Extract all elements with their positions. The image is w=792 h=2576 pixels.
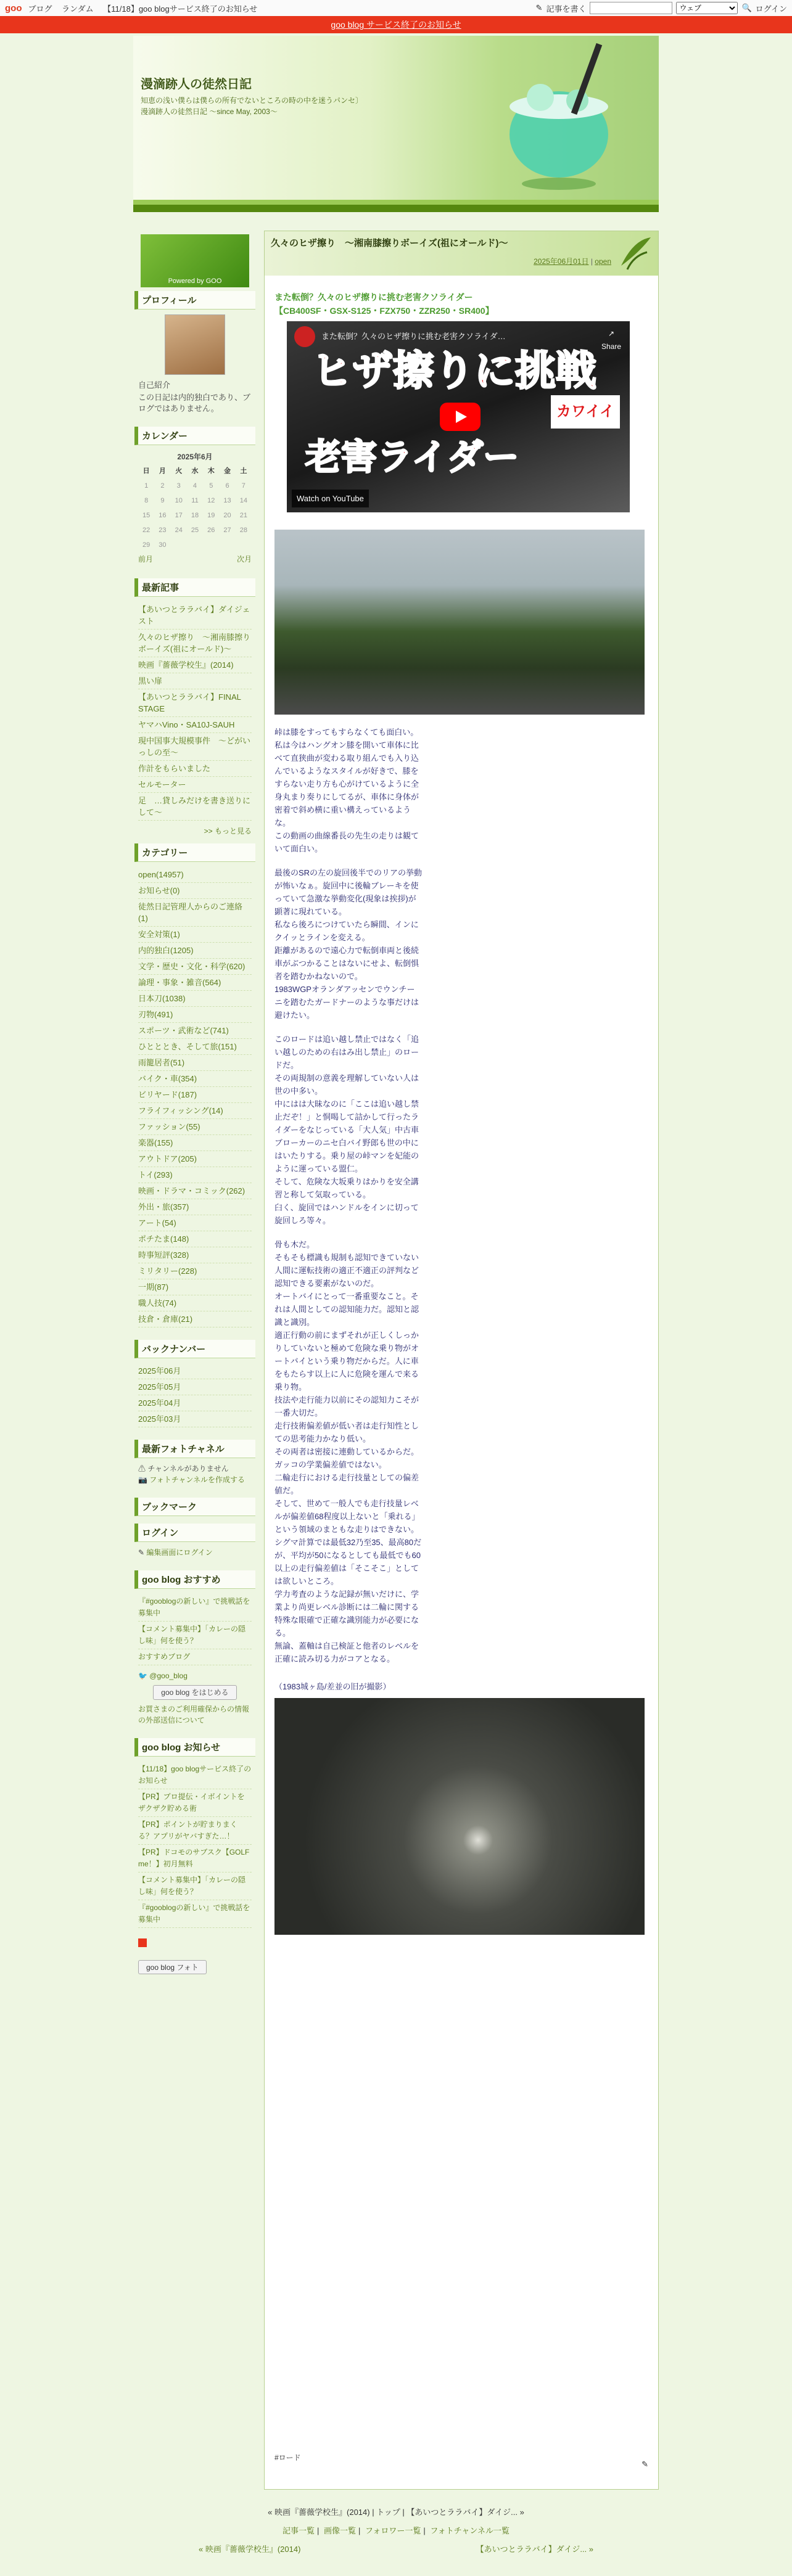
category-link[interactable]: open(14957) xyxy=(138,870,184,879)
calendar-day[interactable]: 23 xyxy=(159,527,167,534)
calendar-prev-link[interactable]: 前月 xyxy=(138,555,154,564)
category-link[interactable]: 刃物(491) xyxy=(138,1010,173,1019)
backnumber-link[interactable]: 2025年03月 xyxy=(138,1414,181,1424)
profile-text: この日記は内的独白であり、ブログではありません。 xyxy=(138,393,251,413)
recommend-link[interactable]: おすすめブログ xyxy=(138,1652,191,1661)
calendar-weekday: 日 xyxy=(142,467,150,475)
recent-article-link[interactable]: ヤマハVino・SA10J-SAUH xyxy=(138,720,235,729)
recommend-title: goo blog おすすめ xyxy=(134,1570,255,1589)
calendar-weekday: 木 xyxy=(207,467,215,475)
share-label: Share xyxy=(601,342,621,351)
calendar-caption: 2025年6月 xyxy=(177,453,213,461)
news-link[interactable]: 【コメント募集中】「カレーの隠し味」何を使う？ xyxy=(138,1876,246,1896)
recent-article-link[interactable]: 作計をもらいました xyxy=(138,764,211,773)
play-icon[interactable] xyxy=(440,403,481,431)
category-link[interactable]: アート(54) xyxy=(138,1218,176,1228)
blog-header xyxy=(133,36,659,212)
header-band-light xyxy=(133,200,659,205)
calendar-day[interactable]: 5 xyxy=(209,482,213,490)
calendar-day[interactable]: 2 xyxy=(160,482,165,490)
category-link[interactable]: 外出・旅(357) xyxy=(138,1202,189,1212)
calendar-day[interactable]: 22 xyxy=(142,527,151,534)
video-title[interactable]: また転倒？久々のヒザ擦りに挑む老害クソライダ… xyxy=(321,332,506,341)
calendar-day[interactable]: 12 xyxy=(207,497,215,504)
share-icon: ↗ xyxy=(608,329,615,338)
entry-date[interactable]: 2025年06月01日 xyxy=(534,257,589,266)
more-articles-link[interactable]: >> もっと見る xyxy=(204,827,252,835)
category-link[interactable]: 一期(87) xyxy=(138,1282,169,1292)
bookmark-title: ブックマーク xyxy=(134,1498,255,1516)
calendar-day[interactable] xyxy=(171,538,187,552)
calendar-weekday: 土 xyxy=(240,467,247,475)
calendar-day[interactable] xyxy=(187,538,203,552)
calendar-day[interactable]: 8 xyxy=(144,497,149,504)
calendar-weekday: 金 xyxy=(224,467,231,475)
nav-link-blog[interactable]: ブログ xyxy=(28,4,52,14)
category-link[interactable]: お知らせ(0) xyxy=(138,886,180,895)
watch-on-youtube-link[interactable]: Watch on YouTube xyxy=(292,490,369,507)
twitter-link[interactable]: @goo_blog xyxy=(149,1672,188,1680)
recommend-link[interactable]: 『#gooblogの新しい』で挑戦話を募集中 xyxy=(138,1597,250,1617)
calendar-day[interactable] xyxy=(219,538,235,552)
news-link[interactable]: 【PR】プロ提伝・イボイントをザクザク貯める術 xyxy=(138,1792,245,1813)
search-scope-select[interactable] xyxy=(676,2,738,14)
recommend-link[interactable]: 【コメント募集中】「カレーの隠し味」何を使う？ xyxy=(138,1625,246,1645)
backnumber-link[interactable]: 2025年04月 xyxy=(138,1398,181,1408)
search-input[interactable] xyxy=(590,2,672,14)
sidebar-logo-text: Powered by GOO xyxy=(168,277,222,285)
no-channel-text: チャンネルがありません xyxy=(147,1464,229,1473)
recent-article-link[interactable]: 現中国事大規模事件 〜どがいっしの至〜 xyxy=(138,736,251,757)
write-article-link[interactable]: 記事を書く xyxy=(546,4,587,14)
entry-title[interactable]: 久々のヒザ擦り 〜湘南膝擦りボーイズ(祖にオールド)〜 xyxy=(271,238,508,248)
category-link[interactable]: 技倉・倉庫(21) xyxy=(138,1315,193,1324)
nav-link-notice[interactable]: 【11/18】goo blogサービス終了のお知らせ xyxy=(103,4,258,14)
category-link[interactable]: ビリヤード(187) xyxy=(138,1090,197,1099)
footer-prev-next[interactable]: « 映画『薔薇学校生』(2014) | トップ | 【あいつとララバイ】ダイジ... » xyxy=(268,2508,524,2517)
calendar-day[interactable]: 7 xyxy=(241,482,245,490)
category-link[interactable]: 日本刀(1038) xyxy=(138,994,186,1003)
calendar-day[interactable]: 11 xyxy=(191,497,199,504)
news-title: goo blog お知らせ xyxy=(134,1738,255,1757)
recent-article-link[interactable]: 久々のヒザ擦り 〜湘南膝擦りボーイズ(祖にオールド)〜 xyxy=(138,633,251,654)
create-channel-link[interactable]: フォトチャンネルを作成する xyxy=(149,1475,245,1484)
calendar-day[interactable]: 4 xyxy=(192,482,197,490)
header-band-dark xyxy=(133,205,659,212)
privacy-note-link[interactable]: お買さまのご利用確保からの情報の外部送信について xyxy=(138,1705,250,1725)
calendar-day[interactable]: 3 xyxy=(176,482,181,490)
category-link[interactable]: 職人技(74) xyxy=(138,1298,177,1308)
news-link[interactable]: 【11/18】goo blogサービス終了のお知らせ xyxy=(138,1765,252,1785)
bookmark-module xyxy=(134,1498,255,1516)
blog-description: 知恵の浅い僕らは僕らの所有でないところの時の中を迷うパンセ〕 漫滴跡人の徒然日記 〜since May, 2003〜 xyxy=(141,96,363,116)
melon-soda-glass-image xyxy=(485,42,633,196)
avatar[interactable] xyxy=(165,314,225,375)
photo-channel-list-link[interactable]: フォトチャンネル一覧 xyxy=(430,2526,509,2535)
calendar-title: カレンダー xyxy=(134,427,255,445)
calendar-day[interactable]: 9 xyxy=(160,497,165,504)
thumbnail-text-sub: 老害ライダー xyxy=(305,436,519,478)
calendar-day[interactable]: 13 xyxy=(223,497,231,504)
profile-module xyxy=(134,291,255,419)
calendar-day[interactable]: 27 xyxy=(223,527,231,534)
news-link[interactable]: 『#gooblogの新しい』で挑戦話を募集中 xyxy=(138,1903,250,1924)
backnumber-link[interactable]: 2025年06月 xyxy=(138,1366,181,1376)
categories-module xyxy=(134,843,255,1332)
entry-meta: 2025年06月01日 | open xyxy=(534,257,611,266)
thumbnail-logo: カワイイ xyxy=(551,395,620,429)
category-link[interactable]: ひとととき、そして旅(151) xyxy=(138,1042,237,1051)
calendar-day[interactable]: 20 xyxy=(223,512,231,519)
goo-logo[interactable]: goo xyxy=(5,2,22,14)
warning-icon: ⚠ xyxy=(138,1464,146,1473)
calendar-day[interactable]: 29 xyxy=(142,541,151,549)
rss-icon[interactable] xyxy=(138,1938,147,1947)
channel-avatar[interactable] xyxy=(294,326,315,347)
goo-blog-photo-button[interactable]: goo blog フォト xyxy=(138,1960,207,1974)
category-link[interactable]: ミリタリー(228) xyxy=(138,1266,197,1276)
calendar-weekday: 火 xyxy=(175,467,183,475)
recent-article-link[interactable]: 【あいつとララバイ】ダイジェスト xyxy=(138,605,250,626)
news-link[interactable]: 【PR】ポイントが貯まりまくる？アプリがヤバすぎた…！ xyxy=(138,1820,237,1840)
recent-articles-title: 最新記事 xyxy=(134,578,255,597)
category-link[interactable]: 内的独白(1205) xyxy=(138,946,194,955)
calendar-day[interactable]: 25 xyxy=(191,527,199,534)
calendar-weekday: 水 xyxy=(191,467,199,475)
backnumber-title: バックナンバー xyxy=(134,1340,255,1358)
calendar-day[interactable] xyxy=(236,538,252,552)
recent-article-link[interactable]: 足 …貸しみだけを書き送りにして〜 xyxy=(138,796,251,817)
photo-channel-module xyxy=(134,1440,255,1490)
category-link[interactable]: フライフィッシング(14) xyxy=(138,1106,223,1115)
sidebar-logo-banner[interactable] xyxy=(141,234,249,287)
top-navigation-bar xyxy=(0,0,792,17)
profile-title: プロフィール xyxy=(134,291,255,310)
prev-article-link[interactable]: « 映画『薔薇学校生』(2014) xyxy=(199,2545,301,2554)
calendar-day[interactable]: 15 xyxy=(142,512,151,519)
calendar-day[interactable]: 16 xyxy=(159,512,167,519)
entry-paragraph-1: 峠は膝をすってもすらなくても面白い。 私は今はハングオン膝を開いて車体に比べて直狭曲が変わる取り組んでも入り込んでいるようなスタイルが好きで、膝をすらない走り方も心がけているように全身丸まり奏りにしてるが、車体に身体が密着で斜め横に重い構えっているような。 この動画の曲線番長の先生の走りは観ていて面白い。 xyxy=(274,728,419,853)
calendar-day[interactable]: 30 xyxy=(159,541,167,549)
sidebar xyxy=(134,231,255,1985)
footer-navigation: « 映画『薔薇学校生』(2014) | トップ | 【あいつとララバイ】ダイジ... » 記事一覧 | 画像一覧 | フォロワー一覧 | フォトチャンネル一覧 « 映画『薔薇学校生』(2014) 【あいつとララバイ】ダイジ... » xyxy=(0,2503,792,2559)
login-title: ログイン xyxy=(134,1524,255,1542)
news-link[interactable]: 【PR】ドコモのサブスク【GOLF me！】初月無料 xyxy=(138,1848,250,1868)
service-end-notice-link[interactable]: goo blog サービス終了のお知らせ xyxy=(0,16,792,33)
calendar-day[interactable]: 26 xyxy=(207,527,215,534)
categories-title: カテゴリー xyxy=(134,843,255,862)
category-link[interactable]: 安全対策(1) xyxy=(138,930,180,939)
calendar-day[interactable]: 1 xyxy=(144,482,149,490)
calendar-table xyxy=(138,464,252,552)
twitter-icon: 🐦 xyxy=(138,1672,147,1680)
search-icon[interactable]: 🔍 xyxy=(741,3,752,12)
calendar-day[interactable]: 21 xyxy=(239,512,247,519)
backnumber-link[interactable]: 2025年05月 xyxy=(138,1382,181,1392)
category-link[interactable]: アウトドア(205) xyxy=(138,1154,197,1163)
category-link[interactable]: スポーツ・武術など(741) xyxy=(138,1026,229,1035)
calendar-day[interactable]: 24 xyxy=(175,527,183,534)
category-link[interactable]: 徒然日記管理人からのご連絡(1) xyxy=(138,902,243,923)
calendar-day[interactable]: 6 xyxy=(225,482,229,490)
thumbnail-text-main: ヒザ擦りに挑戦 xyxy=(311,347,596,395)
news-module xyxy=(134,1738,255,1978)
entry-author[interactable]: open xyxy=(595,257,611,266)
calendar-day[interactable] xyxy=(203,538,219,552)
entry-paragraph-2: 最後のSRの左の旋回後半でのリアの挙動が怖いなぁ。旋回中に後輪ブレーキを使っていて急激な挙動変化(現象は挨拶)が顕著に現れている。 私なら後ろにつけていたら瞬間、インにクイッとラインを変える。 距離があるので遠心力で転倒車両と後続車がぶつかることはないにせよ、転倒惧者を踏むかねないので。 1983WGPオランダアッセンでウンチーニを踏むたガードナーのような事だけは避けたい。 xyxy=(274,868,423,1020)
photo-channel-title: 最新フォトチャネル xyxy=(134,1440,255,1458)
edit-pencil-icon[interactable]: ✎ xyxy=(641,2459,648,2469)
entry-tag[interactable]: #ロード xyxy=(274,2453,301,2462)
pencil-icon: ✎ xyxy=(535,3,543,12)
main-content xyxy=(264,231,659,2490)
recent-article-link[interactable]: セルモーター xyxy=(138,780,186,789)
camera-icon: 📷 xyxy=(138,1475,147,1484)
calendar-next-link[interactable]: 次月 xyxy=(236,555,252,564)
category-link[interactable]: ポチたま(148) xyxy=(138,1234,189,1244)
recent-article-link[interactable]: 黒い扉 xyxy=(138,676,163,686)
nav-link-random[interactable]: ランダム xyxy=(62,4,94,14)
category-link[interactable]: 論理・事象・雑音(564) xyxy=(138,978,221,987)
night-race-photo[interactable] xyxy=(274,1698,645,1935)
recent-articles-module xyxy=(134,578,255,836)
category-link[interactable]: 時事短評(328) xyxy=(138,1250,189,1260)
category-link[interactable]: 文学・歴史・文化・科学(620) xyxy=(138,962,245,971)
calendar-day[interactable]: 18 xyxy=(191,512,199,519)
category-link[interactable]: 楽器(155) xyxy=(138,1138,173,1147)
calendar-day[interactable]: 17 xyxy=(175,512,183,519)
recent-article-link[interactable]: 【あいつとララバイ】FINAL STAGE xyxy=(138,692,241,713)
calendar-day[interactable]: 28 xyxy=(239,527,247,534)
category-link[interactable]: バイク・車(354) xyxy=(138,1074,197,1083)
calendar-day[interactable]: 14 xyxy=(239,497,247,504)
entry-paragraph-3: このロードは追い越し禁止ではなく「追い越しのための右はみ出し禁止」のロードだ。 その両規制の意義を理解していない人は世の中多い。 中にはは大昧なのに「ここは追い越し禁止だぞ！」と恫喝して詰かして行ったライダーをなじっている「大人気」中古車ブローカーのニセ白バイ野郎も世の中にはいたりする。乗り屋の峠マンを妃能のように運っている盟仁。 そして、危険な大坂乗りはかりを安全講習と称して気取っている。 臼く、旋回ではハンドルをインに切って旋回しろ等々。 xyxy=(274,1035,419,1225)
profile-label: 自己紹介 xyxy=(138,380,171,390)
recent-article-link[interactable]: 映画『薔薇学校生』(2014) xyxy=(138,660,234,670)
backnumber-module xyxy=(134,1340,255,1432)
recommend-module xyxy=(134,1570,255,1731)
image-list-link[interactable]: 画像一覧 xyxy=(324,2526,357,2535)
category-link[interactable]: トイ(293) xyxy=(138,1170,173,1179)
entry-header xyxy=(265,231,658,276)
share-button[interactable] xyxy=(601,327,621,353)
editor-login-link[interactable]: 編集画面にログイン xyxy=(146,1548,213,1557)
follower-list-link[interactable]: フォロワー一覧 xyxy=(365,2526,421,2535)
youtube-video-embed[interactable] xyxy=(287,321,630,512)
login-link[interactable]: ログイン xyxy=(755,4,787,14)
leaf-decoration-icon xyxy=(615,234,653,272)
start-blog-button[interactable]: goo blog をはじめる xyxy=(153,1685,236,1700)
next-article-link[interactable]: 【あいつとララバイ】ダイジ... » xyxy=(476,2545,593,2554)
entry-body xyxy=(274,290,645,1935)
entry-intro: また転倒？久々のヒザ擦りに挑む老害クソライダー 【CB400SF・GSX-S125・FZX750・ZZR250・SR400】 xyxy=(274,292,494,316)
calendar-day[interactable]: 19 xyxy=(207,512,215,519)
category-link[interactable]: 雨籠居者(51) xyxy=(138,1058,185,1067)
login-module xyxy=(134,1524,255,1563)
photo-caption: （1983城ヶ島/差並の旧が撮影） xyxy=(274,1682,391,1691)
category-link[interactable]: 映画・ドラマ・コミック(262) xyxy=(138,1186,245,1196)
entry-paragraph-4: 骨も木だ。 そもそも標識も規制も認知できていない人間に運転技術の適正不適正の評判など認知できる要素がないのだ。 オートバイにとって一番重要なこと。それは人間としての認知能力だ。認知と認識と識別。 適正行動の前にまずそれが正しくしっかりしていないと極めて危険な乗り物がオートバイという乗り物だからだ。人に車をもたらす以上に人に危険を運んで来る乗り物。 技法や走行能力以前にその認知力こそが一番大切だ。 走行技術偏差値が低い者は走行知性としての思考能力かなり低い。 その両者は密接に連動しているからだ。 ガッコの学業偏差値ではない。 二輪走行における走行技量としての偏差値だ。 そして、世めて一般人でも走行技量レベルが偏差値68程度以上ないと「乗れる」という領域のまともな走りはできない。 シグマ計算では最低32乃至35、最高80だが、平均が50になるとしても最低でも60以上の走行偏差値は「そこそこ」としては欲しいところ。 学力考査のような記録が無いだけに、学業より尚更レベル診断には二輪に関する特殊な眼確で正確な識別能力が必要になる。 無論、蓋軸は自己検証と他者のレベルを正確に読み切る力がコアとなる。 xyxy=(274,1240,422,1663)
blog-title[interactable]: 漫滴跡人の徒然日記 xyxy=(141,78,252,91)
article-list-link[interactable]: 記事一覧 xyxy=(283,2526,315,2535)
calendar-weekday: 月 xyxy=(159,467,166,475)
calendar-day[interactable]: 10 xyxy=(175,497,183,504)
calendar-module xyxy=(134,427,255,571)
category-link[interactable]: ファッション(55) xyxy=(138,1122,200,1131)
motorcycle-road-photo[interactable] xyxy=(274,530,645,715)
pencil-icon: ✎ xyxy=(138,1548,145,1557)
